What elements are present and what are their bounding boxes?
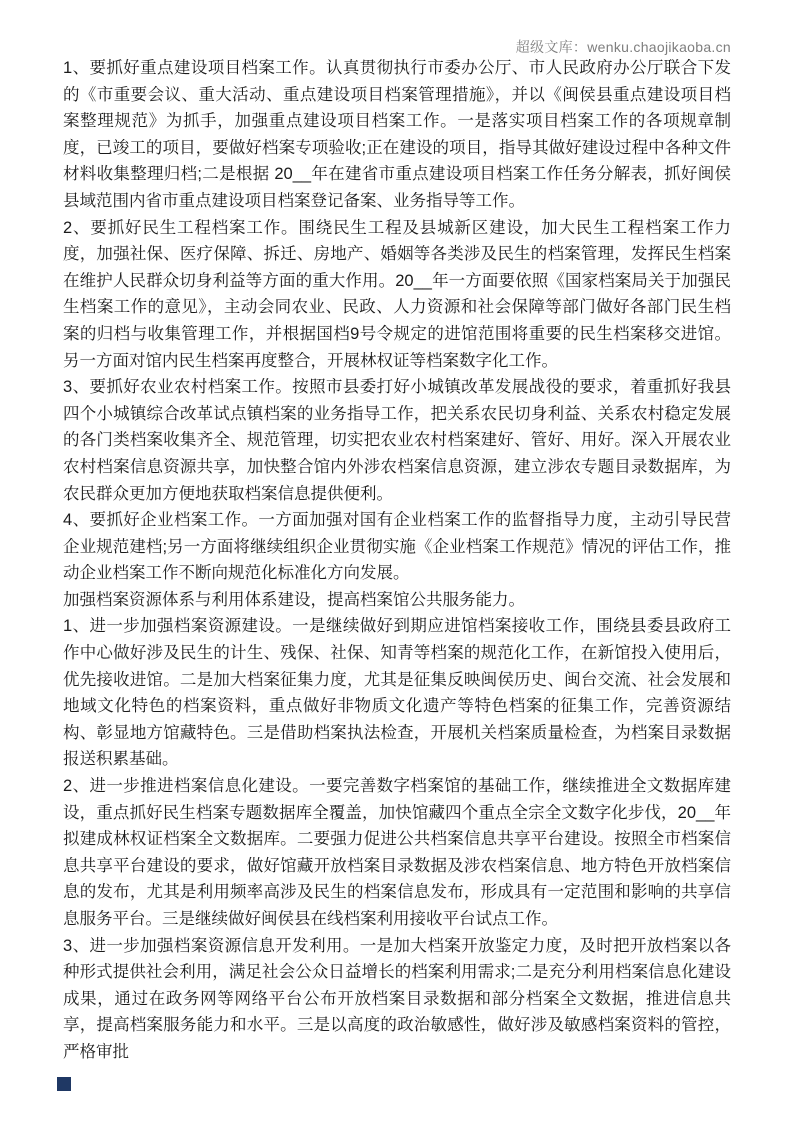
paragraph: 2、要抓好民生工程档案工作。围绕民生工程及县城新区建设，加大民生工程档案工作力度，加强社保、医疗保障、拆迁、房地产、婚姻等各类涉及民生的档案管理，发挥民生档案在维护人民群众切身利益等方面的重大作用。20__年一方面要依照《国家档案局关于加强民生档案工作的意见》，主动会同农业、民政、人力资源和社会保障等部门做好各部门民生档案的归档与收集管理工作，并根据国档9号令规定的进馆范围将重要的民生档案移交进馆。另一方面对馆内民生档案再度整合，开展林权证等档案数字化工作。: [63, 218, 731, 370]
section-heading: 加强档案资源体系与利用体系建设，提高档案馆公共服务能力。: [63, 590, 525, 609]
paragraph: 3、要抓好农业农村档案工作。按照市县委打好小城镇改革发展战役的要求，着重抓好我县四个小城镇综合改革试点镇档案的业务指导工作，把关系农民切身利益、关系农村稳定发展的各门类档案收集齐全、规范管理，切实把农业农村档案建好、管好、用好。深入开展农业农村档案信息资源共享，加快整合馆内外涉农档案信息资源，建立涉农专题目录数据库，为农民群众更加方便地获取档案信息提供便利。: [63, 378, 731, 503]
paragraph: 4、要抓好企业档案工作。一方面加强对国有企业档案工作的监督指导力度，主动引导民营企业规范建档;另一方面将继续组织企业贯彻实施《企业档案工作规范》情况的评估工作，推动企业档案工作不断向规范化标准化方向发展。: [63, 511, 731, 583]
site-watermark: 超级文库：wenku.chaojikaoba.cn: [515, 39, 731, 55]
paragraph: 1、进一步加强档案资源建设。一是继续做好到期应进馆档案接收工作，围绕县委县政府工作中心做好涉及民生的计生、残保、社保、知青等档案的规范化工作，在新馆投入使用后，优先接收进馆。二是加大档案征集力度，尤其是征集反映闽侯历史、闽台交流、社会发展和地域文化特色的档案资料，重点做好非物质文化遗产等特色档案的征集工作，完善资源结构、彰显地方馆藏特色。三是借助档案执法检查，开展机关档案质量检查，为档案目录数据报送积累基础。: [63, 617, 731, 769]
corner-marker: [57, 1077, 71, 1091]
document-body: [63, 55, 731, 1066]
paragraph: 1、要抓好重点建设项目档案工作。认真贯彻执行市委办公厅、市人民政府办公厅联合下发的《市重要会议、重大活动、重点建设项目档案管理措施》，并以《闽侯县重点建设项目档案整理规范》为抓手，加强重点建设项目档案工作。一是落实项目档案工作的各项规章制度，已竣工的项目，要做好档案专项验收;正在建设的项目，指导其做好建设过程中各种文件材料收集整理归档;二是根据 20__年在建省市重点建设项目档案工作任务分解表，抓好闽侯县域范围内省市重点建设项目档案登记备案、业务指导等工作。: [63, 59, 731, 210]
paragraph: 2、进一步推进档案信息化建设。一要完善数字档案馆的基础工作，继续推进全文数据库建设，重点抓好民生档案专题数据库全覆盖，加快馆藏四个重点全宗全文数字化步伐，20__年拟建成林权证档案全文数据库。二要强力促进公共档案信息共享平台建设。按照全市档案信息共享平台建设的要求，做好馆藏开放档案目录数据及涉农档案信息、地方特色开放档案信息的发布，尤其是利用频率高涉及民生的档案信息发布，形成具有一定范围和影响的共享信息服务平台。三是继续做好闽侯县在线档案利用接收平台试点工作。: [63, 777, 731, 928]
paragraph: 3、进一步加强档案资源信息开发利用。一是加大档案开放鉴定力度，及时把开放档案以各种形式提供社会利用，满足社会公众日益增长的档案利用需求;二是充分利用档案信息化建设成果，通过在政务网等网络平台公布开放档案目录数据和部分档案全文数据，推进信息共享，提高档案服务能力和水平。三是以高度的政治敏感性，做好涉及敏感档案资料的管控，严格审批: [63, 936, 731, 1061]
